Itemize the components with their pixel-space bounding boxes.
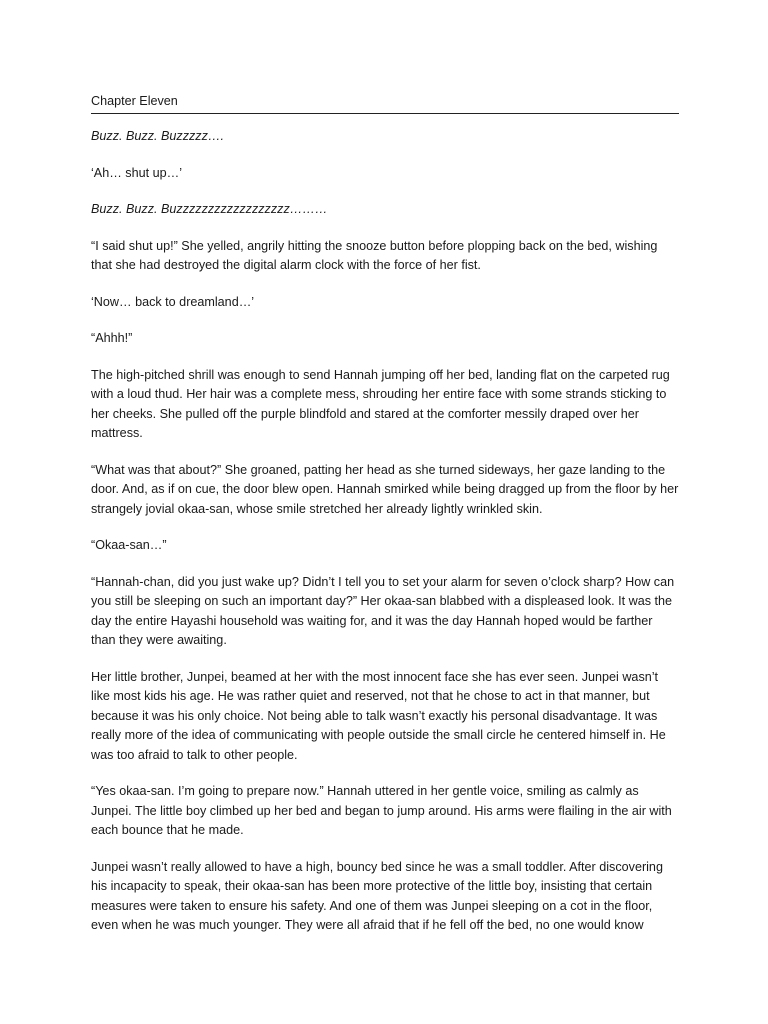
paragraph: “Okaa-san…” xyxy=(91,538,167,552)
paragraph: “Yes okaa-san. I’m going to prepare now.” Hannah uttered in her gentle voice, smiling as calmly as Junpei. The little boy climbed up her bed and began to jump around. His arms were flailing in the air with each bounce that he made. xyxy=(91,784,672,837)
paragraph: Her little brother, Junpei, beamed at her with the most innocent face she has ever seen. Junpei wasn’t like most kids his age. He was rather quiet and reserved, not that he chose to act in that manner, but because it was his only choice. Not being able to talk wasn’t exactly his personal disadvantage. It was really more of the idea of communicating with people outside the small circle he centered himself in. He was too afraid to talk to other people. xyxy=(91,669,666,762)
paragraph: ‘Ah… shut up…’ xyxy=(91,165,182,180)
paragraph: Junpei wasn’t really allowed to have a high, bouncy bed since he was a small toddler. After discovering his incapacity to speak, their okaa-san has been more protective of the little boy, insisting that certain measures were taken to ensure his safety. And one of them was Junpei sleeping on a cot in the floor, even when he was much younger. They were all afraid that if he fell off the bed, no one would know xyxy=(91,859,663,932)
paragraph: The high-pitched shrill was enough to send Hannah jumping off her bed, landing flat on the carpeted rug with a loud thud. Her hair was a complete mess, shrouding her entire face with some strands sticking to her cheeks. She pulled off the purple blindfold and stared at the comforter messily draped over her mattress. xyxy=(91,367,670,440)
paragraph: “Ahhh!” xyxy=(91,331,133,345)
paragraph: Buzz. Buzz. Buzzzzz…. xyxy=(91,129,224,143)
paragraph: Buzz. Buzz. Buzzzzzzzzzzzzzzzzzz……… xyxy=(91,202,328,216)
paragraph: ‘Now… back to dreamland…’ xyxy=(91,294,255,309)
document-body xyxy=(91,92,679,953)
paragraph: “What was that about?” She groaned, patting her head as she turned sideways, her gaze landing to the door. And, as if on cue, the door blew open. Hannah smirked while being dragged up from the floor by her strangely jovial okaa-san, whose smile stretched her already lightly wrinkled skin. xyxy=(91,462,679,516)
paragraph-list xyxy=(91,127,679,936)
paragraph: “Hannah-chan, did you just wake up? Didn’t I tell you to set your alarm for seven o’clock sharp? How can you still be sleeping on such an important day?” Her okaa-san blabbed with a displeased look. It was the day the entire Hayashi household was waiting for, and it was the day Hannah hoped would be farther than they were awaiting. xyxy=(91,574,675,647)
paragraph: “I said shut up!” She yelled, angrily hitting the snooze button before plopping back on the bed, wishing that she had destroyed the digital alarm clock with the force of her fist. xyxy=(91,238,658,272)
chapter-title: Chapter Eleven xyxy=(91,92,679,114)
